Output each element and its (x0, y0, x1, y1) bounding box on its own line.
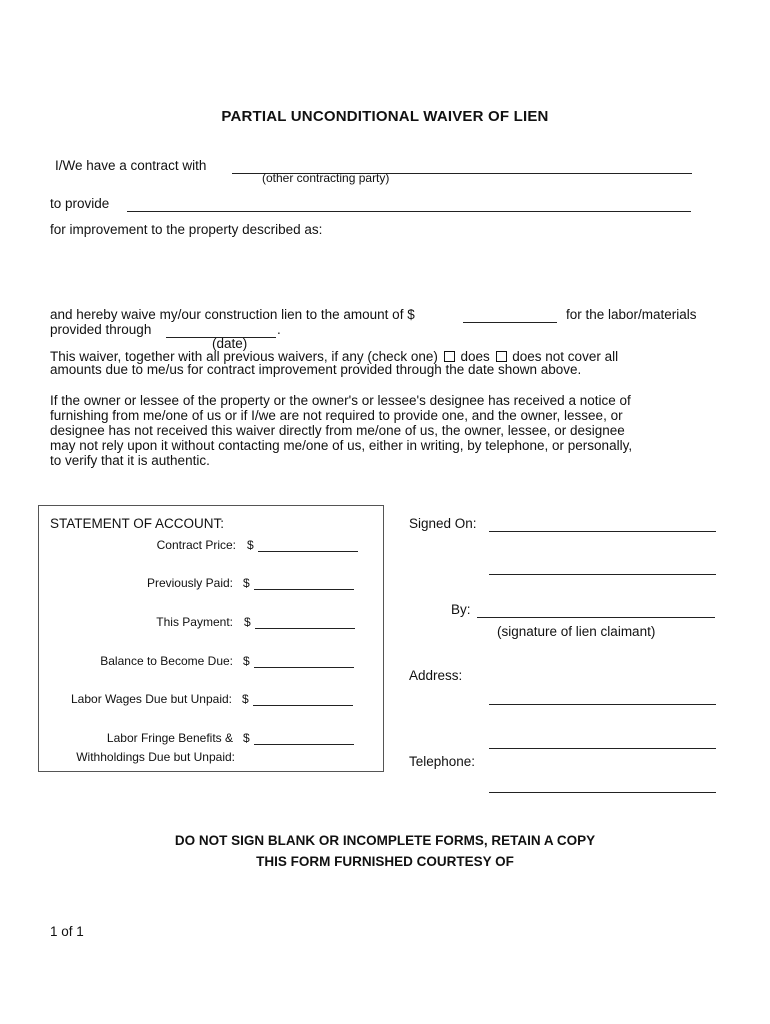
contract-prefix: I/We have a contract with (55, 158, 207, 173)
signed-on-field-2[interactable] (489, 559, 716, 575)
fringe-benefits-label: Labor Fringe Benefits & (106, 731, 233, 745)
this-payment-dollar: $ (244, 615, 251, 629)
signature-caption: (signature of lien claimant) (497, 624, 656, 639)
provide-field[interactable] (127, 196, 691, 212)
waive-text: and hereby waive my/our construction lien to the amount of $ (50, 307, 415, 322)
notice-line-2: furnishing from me/one of us or if I/we are not required to provide one, and the owner, lessee, or (50, 408, 623, 423)
signed-on-field[interactable] (489, 516, 716, 532)
balance-due-label: Balance to Become Due: (100, 654, 233, 668)
contract-price-label: Contract Price: (156, 538, 236, 552)
by-label: By: (451, 602, 471, 617)
address-field-2[interactable] (489, 733, 716, 749)
notice-line-5: to verify that it is authentic. (50, 453, 210, 468)
previously-paid-label: Previously Paid: (146, 576, 233, 590)
contract-price-dollar: $ (247, 538, 254, 552)
document-title: PARTIAL UNCONDITIONAL WAIVER OF LIEN (221, 108, 549, 125)
does-checkbox[interactable] (444, 351, 455, 362)
withholdings-label: Withholdings Due but Unpaid: (76, 750, 235, 764)
improvement-label: for improvement to the property described as: (50, 222, 323, 237)
statement-heading: STATEMENT OF ACCOUNT: (50, 516, 225, 531)
does-label: does (460, 349, 490, 364)
this-payment-field[interactable] (255, 615, 355, 629)
notice-line-3: designee has not received this waiver directly from me/one of us, the owner, lessee, or designee (50, 423, 625, 438)
labor-wages-field[interactable] (253, 692, 353, 706)
contract-price-field[interactable] (258, 538, 358, 552)
notice-line-4: may not rely upon it without contacting me/one of us, either in writing, by telephone, or personally, (50, 438, 633, 453)
address-label: Address: (409, 668, 463, 683)
does-not-checkbox[interactable] (496, 351, 507, 362)
balance-due-field[interactable] (254, 654, 354, 668)
this-payment-label: This Payment: (156, 615, 233, 629)
waive-text-after: for the labor/materials (566, 307, 697, 322)
other-party-caption: (other contracting party) (262, 171, 390, 185)
address-field-1[interactable] (489, 689, 716, 705)
date-caption: (date) (212, 336, 248, 351)
does-not-label: does not cover all (512, 349, 619, 364)
provided-through-label: provided through (50, 322, 152, 337)
fringe-benefits-dollar: $ (243, 731, 250, 745)
signature-field[interactable] (477, 602, 715, 618)
waiver-text: This waiver, together with all previous waivers, if any (check one) (50, 349, 438, 364)
waive-amount-field[interactable] (463, 307, 557, 323)
telephone-label: Telephone: (409, 754, 476, 769)
notice-line-1: If the owner or lessee of the property or the owner's or lessee's designee has received a notice of (50, 393, 631, 408)
page-number: 1 of 1 (50, 924, 84, 939)
fringe-benefits-field[interactable] (254, 731, 354, 745)
provide-label: to provide (50, 196, 110, 211)
previously-paid-dollar: $ (243, 576, 250, 590)
signed-on-label: Signed On: (409, 516, 477, 531)
telephone-field[interactable] (489, 777, 716, 793)
waiver-text-2: amounts due to me/us for contract improvement provided through the date shown above. (50, 362, 582, 377)
warning-text: DO NOT SIGN BLANK OR INCOMPLETE FORMS, RETAIN A COPY (174, 833, 596, 848)
labor-wages-label: Labor Wages Due but Unpaid: (71, 692, 232, 706)
balance-due-dollar: $ (243, 654, 250, 668)
previously-paid-field[interactable] (254, 576, 354, 590)
provided-through-period: . (277, 322, 281, 337)
courtesy-text: THIS FORM FURNISHED COURTESY OF (256, 854, 514, 869)
labor-wages-dollar: $ (242, 692, 249, 706)
